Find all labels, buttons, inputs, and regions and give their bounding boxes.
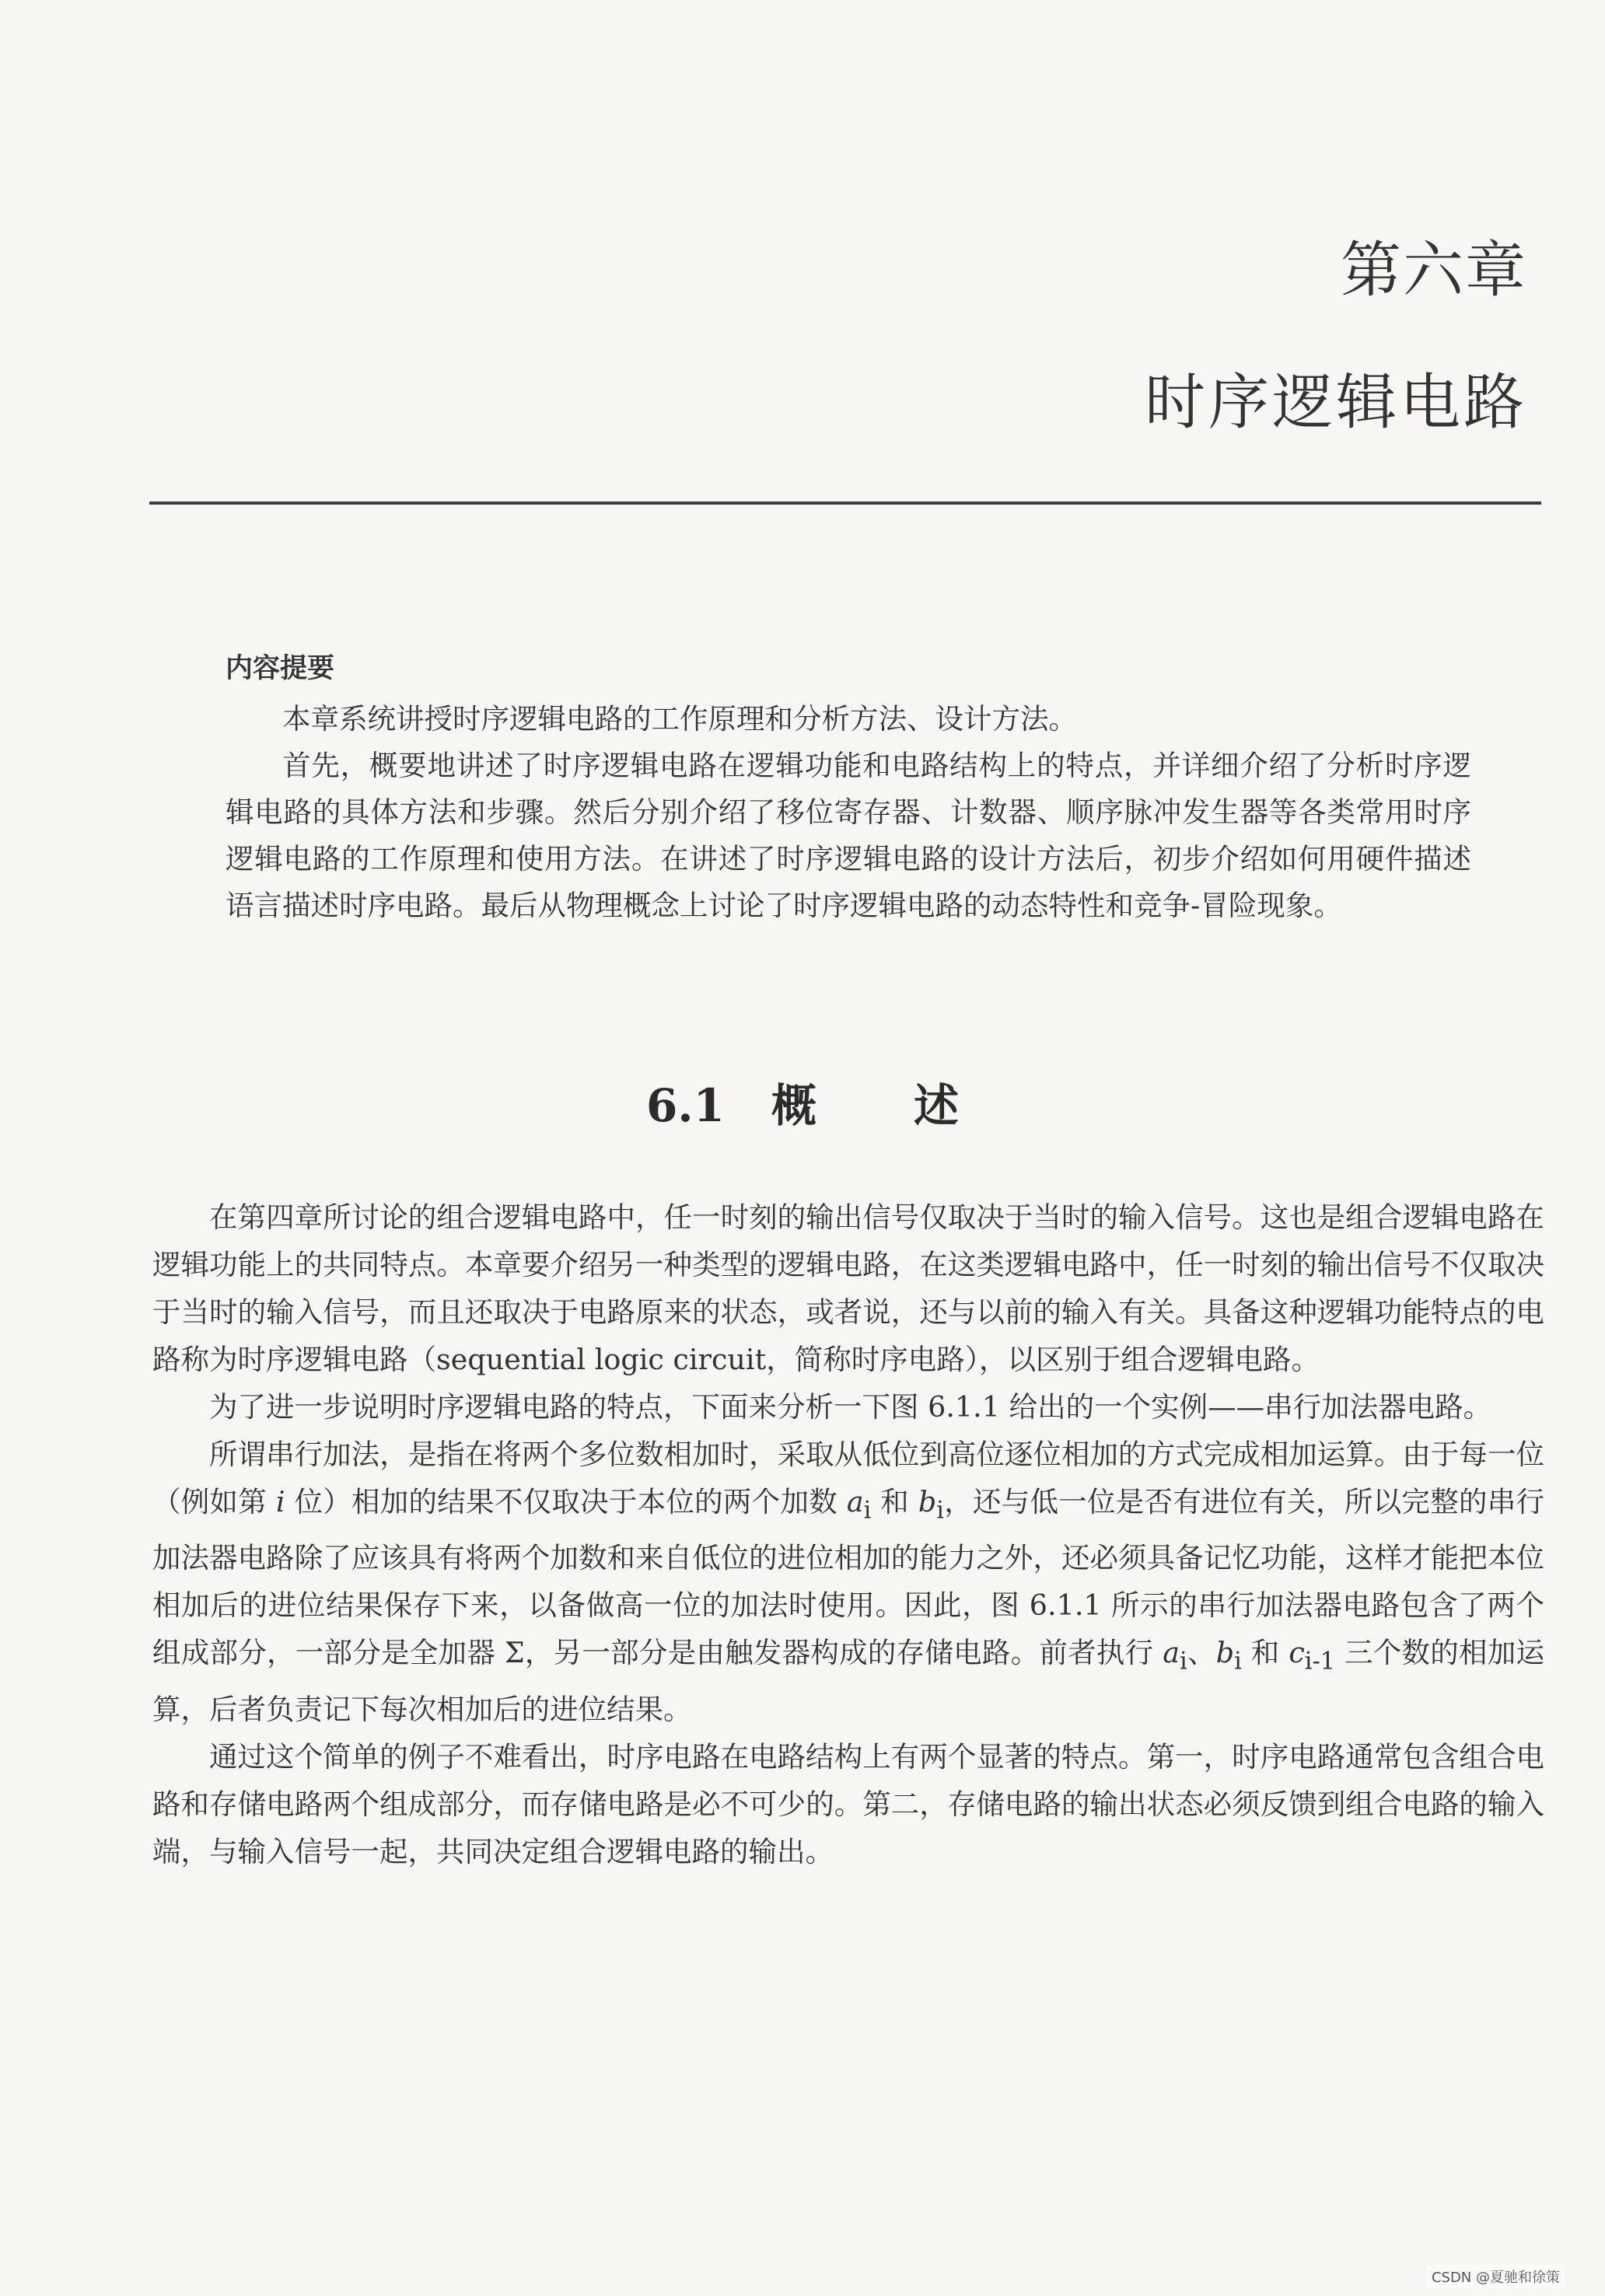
body-paragraph-3	[152, 1431, 1544, 1733]
p3-text-a: 所谓串行加法，是指在将两个多位数相加时，采取从低位到高位逐位相加的方式完成相加运算。由于每一位（例如第	[152, 1438, 1544, 1518]
p3-text-g: 三个数的相加运算，后者负责记下每次相加后的进位结果。	[152, 1636, 1544, 1726]
math-var-i: i	[275, 1485, 285, 1518]
math-var-a: a	[1163, 1636, 1180, 1670]
math-sub-i: i	[936, 1497, 944, 1525]
p3-text-b: 位）相加的结果不仅取决于本位的两个加数	[285, 1485, 847, 1518]
chapter-number: 第六章	[1340, 236, 1527, 306]
summary-paragraph-1: 本章系统讲授时序逻辑电路的工作原理和分析方法、设计方法。	[282, 702, 1077, 736]
math-sub-i-minus-1: i-1	[1304, 1648, 1336, 1676]
summary-paragraph-2: 首先，概要地讲述了时序逻辑电路在逻辑功能和电路结构上的特点，并详细介绍了分析时序逻辑电路的具体方法和步骤。然后分别介绍了移位寄存器、计数器、顺序脉冲发生器等各类常用时序逻辑电路的工作原理和使用方法。在讲述了时序逻辑电路的设计方法后，初步介绍如何用硬件描述语言描述时序电路。最后从物理概念上讨论了时序逻辑电路的动态特性和竞争-冒险现象。	[226, 749, 1471, 922]
section-title-part2: 述	[913, 1079, 959, 1132]
section-heading	[0, 1069, 1605, 1134]
body-paragraph-4: 通过这个简单的例子不难看出，时序电路在电路结构上有两个显著的特点。第一，时序电路通常包含组合电路和存储电路两个组成部分，而存储电路是必不可少的。第二，存储电路的输出状态必须反馈到组合电路的输入端，与输入信号一起，共同决定组合逻辑电路的输出。	[152, 1739, 1544, 1868]
body-paragraph-2: 为了进一步说明时序逻辑电路的特点，下面来分析一下图 6.1.1 给出的一个实例——串行加法器电路。	[209, 1390, 1492, 1424]
math-var-c: c	[1289, 1636, 1305, 1670]
section-title-part1: 概	[771, 1079, 816, 1132]
math-sub-i: i	[1180, 1648, 1187, 1676]
math-sub-i: i	[863, 1497, 872, 1525]
math-sub-i: i	[1234, 1648, 1242, 1676]
math-var-b: b	[918, 1485, 937, 1518]
body-block	[152, 1193, 1544, 1875]
body-paragraph-1: 在第四章所讨论的组合逻辑电路中，任一时刻的输出信号仅取决于当时的输入信号。这也是组合逻辑电路在逻辑功能上的共同特点。本章要介绍另一种类型的逻辑电路，在这类逻辑电路中，任一时刻的输出信号不仅取决于当时的输入信号，而且还取决于电路原来的状态，或者说，还与以前的输入有关。具备这种逻辑功能特点的电路称为时序逻辑电路（sequential logic circuit，简称时序电路），以区别于组合逻辑电路。	[152, 1200, 1544, 1376]
p3-text-d: ，还与低一位是否有进位有关，所以完整的串行加法器电路除了应该具有将两个加数和来自低位的进位相加的能力之外，还必须具备记忆功能，这样才能把本位相加后的进位结果保存下来，以备做高一位的加法时使用。因此，图 6.1.1 所示的串行加法器电路包含了两个组成部分，一部分是全加器 Σ，另一部分是由触发器构成的存储电路。前者执行	[152, 1485, 1544, 1670]
summary-block	[226, 696, 1471, 929]
math-var-a: a	[846, 1485, 864, 1518]
chapter-divider	[149, 501, 1541, 505]
p3-text-f: 和	[1241, 1636, 1289, 1670]
chapter-title: 时序逻辑电路	[1144, 368, 1527, 438]
section-number: 6.1	[646, 1079, 725, 1132]
p3-text-e: 、	[1187, 1636, 1216, 1670]
summary-heading: 内容提要	[226, 653, 335, 684]
watermark: CSDN @夏驰和徐策	[1427, 2265, 1565, 2288]
math-var-b: b	[1215, 1636, 1235, 1670]
p3-text-c: 和	[871, 1485, 918, 1518]
